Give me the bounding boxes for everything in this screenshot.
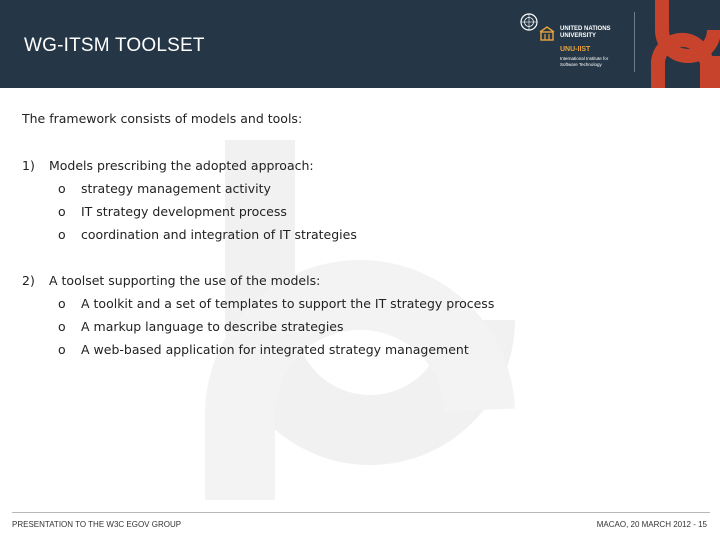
institute-line1: International Institute for [560,56,609,61]
sub-item-text: strategy management activity [81,181,271,196]
institute-text [560,56,608,67]
unu-building-icon [539,26,555,42]
unu-iist-label: UNU-IIST [560,46,591,53]
unu-iist-logo [515,10,640,72]
bullet-marker: o [58,296,66,311]
slide-title: WG-ITSM TOOLSET [24,35,205,56]
intro-text: The framework consists of models and tools: [22,111,303,126]
item-label: Models prescribing the adopted approach: [49,158,314,173]
bullet-marker: o [58,227,66,242]
un-university-text [560,26,611,40]
sub-item-text: IT strategy development process [81,204,287,219]
sub-item-text: A markup language to describe strategies [81,319,344,334]
bullet-marker: o [58,181,66,196]
footer-divider [12,512,710,513]
un-emblem-icon [519,12,539,32]
sub-item-text: coordination and integration of IT strategies [81,227,357,242]
brand-arc-icon [648,0,720,88]
header-divider [634,12,635,72]
footer-presentation-title: PRESENTATION TO THE W3C EGOV GROUP [12,520,182,529]
institute-line2: Software Technology [560,61,602,67]
slide-header [0,0,720,88]
bullet-marker: o [58,204,66,219]
bullet-marker: o [58,319,66,334]
item-label: A toolset supporting the use of the models: [49,273,321,288]
un-text-line2: UNIVERSITY [560,33,597,39]
footer-date-page: MACAO, 20 MARCH 2012 - 15 [596,520,707,529]
sub-item-text: A web-based application for integrated strategy management [81,342,469,357]
bullet-marker: o [58,342,66,357]
un-text-line1: UNITED NATIONS [560,26,611,32]
item-number: 1) [22,158,35,173]
item-number: 2) [22,273,35,288]
sub-item-text: A toolkit and a set of templates to support the IT strategy process [81,296,495,311]
